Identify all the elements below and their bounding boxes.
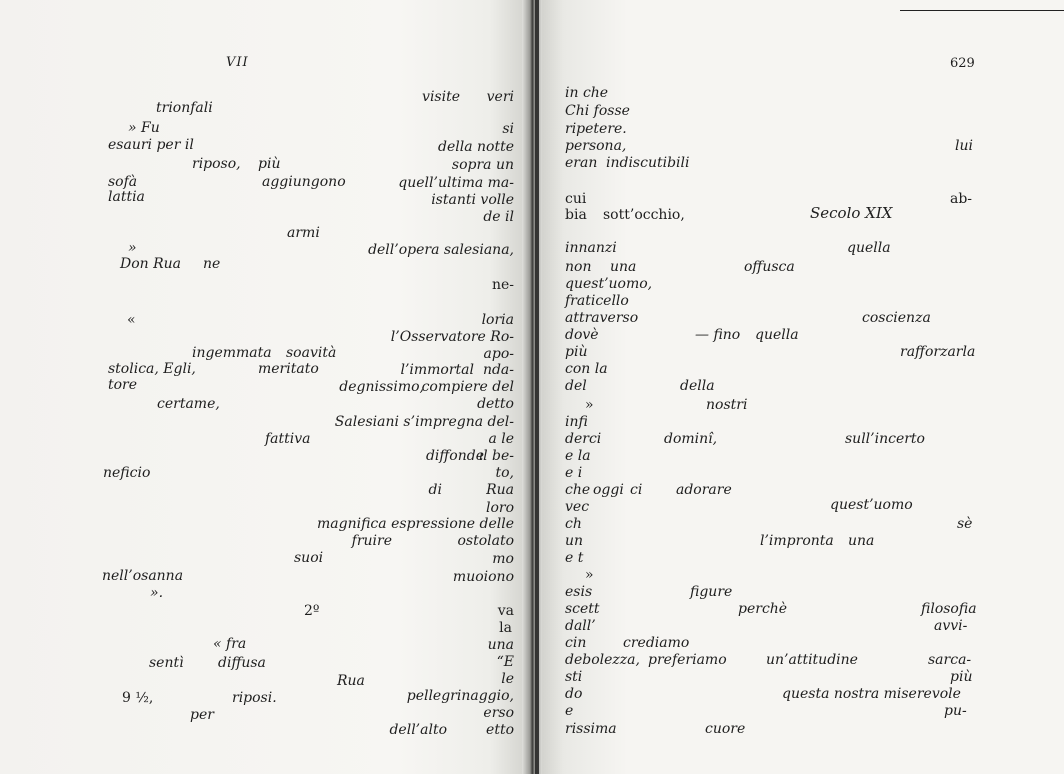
word: derci [565, 431, 602, 447]
word: Salesiani s’impregna del- [334, 414, 514, 430]
word: Rua [337, 673, 365, 689]
top-edge-rule [900, 10, 1064, 11]
word: ab- [950, 191, 973, 207]
word: cuore [705, 721, 746, 737]
word: per [190, 707, 214, 723]
word: quest’uomo, [565, 276, 653, 292]
word: va [497, 603, 514, 619]
word: neficio [103, 465, 151, 481]
word: dell’opera salesiana, [368, 242, 514, 258]
word: 9 ½, [122, 690, 154, 706]
word: di [428, 482, 442, 498]
word: non [565, 259, 592, 275]
word: un’attitudine [766, 652, 858, 668]
book-gutter [522, 0, 542, 774]
word: dall’ [565, 618, 596, 634]
word: rissima [565, 721, 617, 737]
word: pellegrinaggio, [406, 688, 514, 704]
word: una [487, 637, 514, 653]
word: quest’uomo [830, 497, 913, 513]
word: to, [495, 465, 514, 481]
word: indiscutibili [606, 155, 690, 171]
word: quell’ultima ma- [398, 175, 514, 191]
word: Chi fosse [565, 103, 630, 119]
word: ci [630, 482, 643, 498]
word: aggiungono [262, 174, 346, 190]
word: lui [955, 138, 973, 154]
word: ne- [491, 277, 514, 293]
word: loria [481, 312, 514, 328]
word: soavità [286, 345, 337, 361]
word: quella [847, 240, 891, 256]
word: de il [483, 209, 514, 225]
word: sentì [149, 655, 184, 671]
word: scett [565, 601, 600, 617]
word: dovè [565, 327, 599, 343]
word: stolica, Egli, [108, 361, 196, 377]
word: sofà [108, 174, 138, 190]
word: » Fu [128, 120, 160, 136]
word: do [565, 686, 583, 702]
word: suoi [294, 550, 324, 566]
word: fruire [351, 533, 392, 549]
word: Secolo XIX [810, 204, 893, 222]
word: riposo, [192, 156, 241, 172]
gutter-shadow [535, 0, 539, 774]
word: dell’alto [389, 722, 447, 738]
word: innanzi [565, 240, 617, 256]
word: adorare [676, 482, 732, 498]
running-header: VII [226, 55, 249, 70]
word: la [499, 620, 512, 636]
word: ostolato [457, 533, 514, 549]
word: che [565, 482, 591, 498]
word: nda- [482, 362, 514, 378]
word: una [610, 259, 637, 275]
word: fattiva [265, 431, 311, 447]
word: cui [565, 191, 587, 207]
word: ıl be- [478, 448, 514, 464]
word: quella [755, 327, 799, 343]
word: ch [565, 516, 582, 532]
word: bia [565, 207, 587, 223]
word: mo [492, 551, 514, 567]
word: l’impronta [760, 533, 834, 549]
word: ripetere. [565, 121, 627, 137]
word: lattia [108, 189, 145, 205]
word: erso [483, 705, 514, 721]
word: — fino [695, 327, 741, 343]
word: Don Rua [120, 256, 182, 272]
word: sopra un [451, 157, 514, 173]
word: si [502, 121, 514, 137]
word: sti [565, 669, 583, 685]
word: pu- [944, 703, 967, 719]
word: ne [203, 256, 221, 272]
word: esis [565, 584, 593, 600]
word: sarca- [928, 652, 972, 668]
word: riposi. [232, 690, 277, 706]
word: detto [477, 396, 514, 412]
word: vec [565, 499, 590, 515]
word: avvi- [934, 618, 968, 634]
word: degnissimo, [339, 379, 424, 395]
word: visite [422, 89, 460, 105]
word: della notte [438, 139, 514, 155]
word: magnifica espressione delle [317, 516, 514, 532]
word: l’Osservatore Ro- [390, 329, 514, 345]
word: meritato [258, 361, 319, 377]
word: « [127, 312, 136, 328]
word: etto [486, 722, 514, 738]
page-number: 629 [950, 56, 975, 71]
word: della [680, 378, 715, 394]
word: e [565, 703, 574, 719]
word: perchè [738, 601, 788, 617]
word: e i [565, 465, 583, 481]
word: del [565, 378, 587, 394]
word: coscienza [862, 310, 931, 326]
word: istanti volle [431, 192, 514, 208]
word: dominî, [664, 431, 718, 447]
word: ingemmata [192, 345, 272, 361]
word: offusca [744, 259, 795, 275]
word: in che [565, 85, 609, 101]
word: preferiamo [648, 652, 727, 668]
word: questa nostra miserevole [782, 686, 961, 702]
word: » [585, 567, 594, 583]
word: veri [486, 89, 514, 105]
word: e la [565, 448, 591, 464]
word: Rua [486, 482, 514, 498]
word: » [128, 240, 137, 256]
word: » [585, 397, 594, 413]
word: le [501, 671, 514, 687]
word: muoiono [452, 569, 514, 585]
word: sè [957, 516, 973, 532]
word: l’immortal [400, 362, 474, 378]
word: debolezza, [565, 652, 640, 668]
word: eran [565, 155, 598, 171]
word: a le [488, 431, 514, 447]
word: sott’occhio, [603, 207, 685, 223]
word: un [565, 533, 584, 549]
word: con la [565, 361, 608, 377]
word: infi [565, 414, 588, 430]
word: sull’incerto [845, 431, 925, 447]
word: più [258, 156, 281, 172]
word: nostri [706, 397, 748, 413]
word: “E [496, 654, 514, 670]
word: figure [690, 584, 733, 600]
word: « fra [213, 636, 247, 652]
word: attraverso [565, 310, 639, 326]
word: esauri per il [108, 137, 194, 153]
word: armi [287, 225, 320, 241]
word: 2º [304, 603, 320, 619]
word: tore [108, 377, 138, 393]
word: più [565, 344, 588, 360]
word: cin [565, 635, 587, 651]
word: oggi [593, 482, 624, 498]
word: certame, [157, 396, 220, 412]
word: loro [485, 500, 514, 516]
word: compiere del [421, 379, 514, 395]
word: persona, [565, 138, 627, 154]
word: trionfali [156, 100, 213, 116]
word: più [950, 669, 973, 685]
word: rafforzarla [900, 344, 976, 360]
word: nell’osanna [102, 568, 184, 584]
word: apo- [483, 346, 514, 362]
word: diffusa [218, 655, 266, 671]
word: fraticello [565, 293, 629, 309]
word: e t [565, 550, 584, 566]
word: una [848, 533, 875, 549]
word: crediamo [623, 635, 690, 651]
word: diffonde [425, 448, 484, 464]
word: ». [150, 585, 164, 601]
word: filosofia [921, 601, 977, 617]
